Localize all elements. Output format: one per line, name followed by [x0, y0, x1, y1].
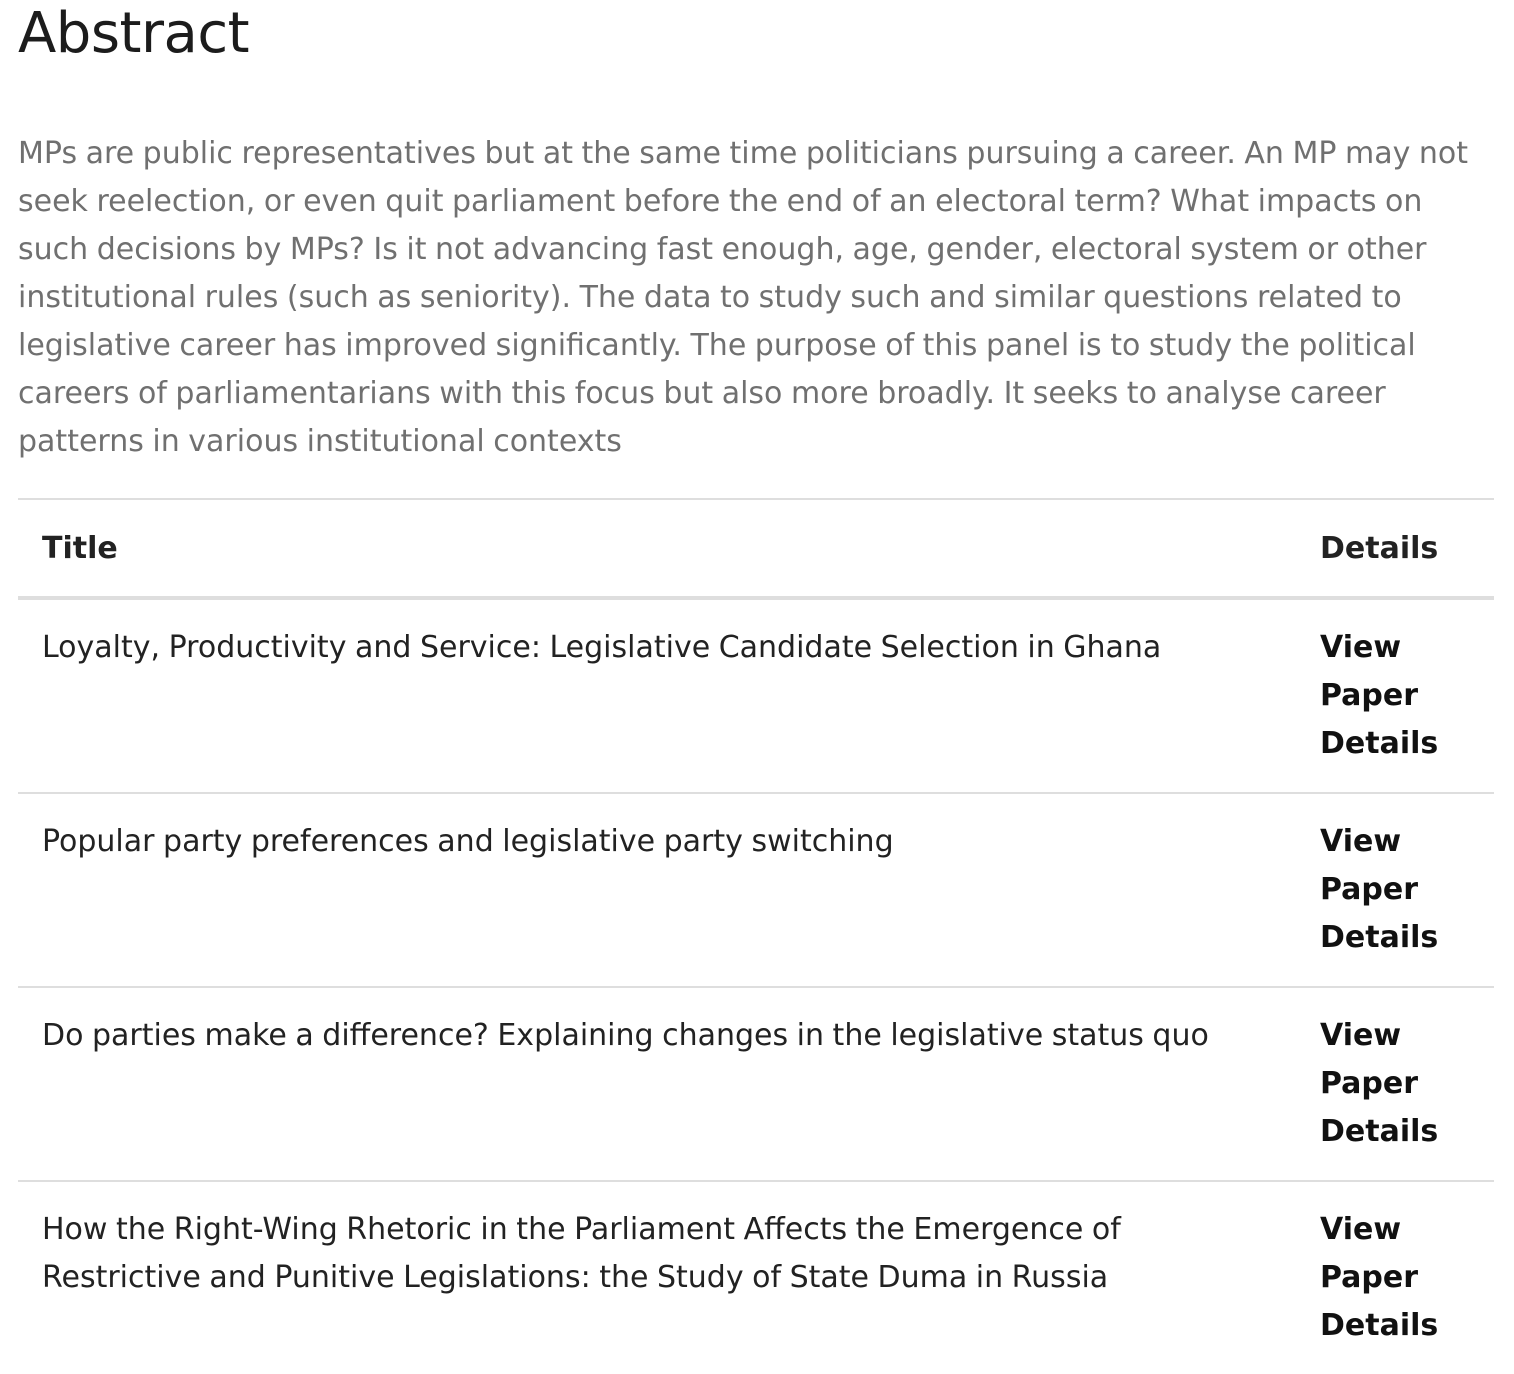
paper-title: Do parties make a difference? Explaining changes in the legislative status quo [18, 987, 1296, 1181]
paper-title: How the Right-Wing Rhetoric in the Parliament Affects the Emergence of Restrictive and Punitive Legislations: the Study of State Duma in Russia [42, 1212, 1121, 1295]
table-row [18, 793, 1494, 987]
paper-title: Popular party preferences and legislative party switching [18, 793, 1296, 987]
view-paper-details-link[interactable]: View Paper Details [1320, 1212, 1439, 1343]
details-cell [1296, 598, 1494, 793]
papers-table [18, 498, 1494, 1374]
view-paper-details-link[interactable]: View Paper Details [1320, 630, 1439, 761]
details-cell [1296, 793, 1494, 987]
column-header-details: Details [1296, 499, 1494, 598]
abstract-heading: Abstract [18, 1, 250, 66]
details-cell [1296, 1181, 1494, 1374]
view-paper-details-link[interactable]: View Paper Details [1320, 1018, 1439, 1149]
abstract-text: MPs are public representatives but at the same time politicians pursuing a career. An MP may not seek reelection, or even quit parliament before the end of an electoral term? What impacts on such decisions by MPs? Is it not advancing fast enough, age, gender, electoral system or other institutional rules (such as seniority). The data to study such and similar questions related to legislative career has improved significantly. The purpose of this panel is to study the political careers of parliamentarians with this focus but also more broadly. It seeks to analyse career patterns in various institutional contexts [18, 136, 1469, 459]
table-header-row [18, 499, 1494, 598]
panel-page [18, 0, 1494, 1374]
table-row [18, 598, 1494, 793]
view-paper-details-link[interactable]: View Paper Details [1320, 824, 1439, 955]
table-row [18, 987, 1494, 1181]
table-row [18, 1181, 1494, 1374]
column-header-title: Title [18, 499, 1296, 598]
details-cell [1296, 987, 1494, 1181]
paper-title: Loyalty, Productivity and Service: Legislative Candidate Selection in Ghana [18, 598, 1296, 793]
